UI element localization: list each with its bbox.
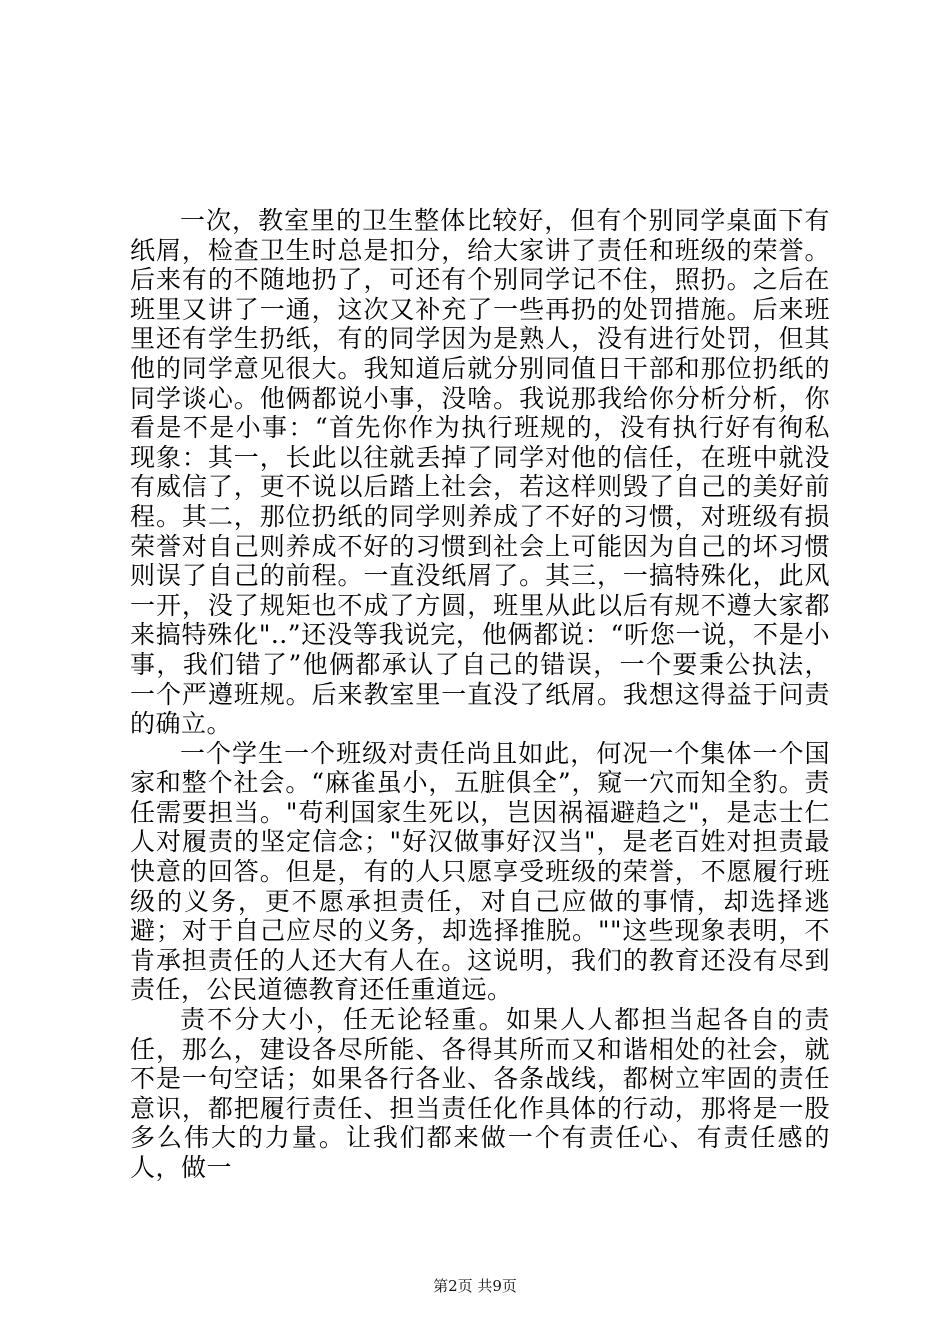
page-footer: 第2页 共9页 [433, 1277, 517, 1295]
document-body [130, 206, 830, 1183]
paragraph-2: 一个学生一个班级对责任尚且如此，何况一个集体一个国家和整个社会。“麻雀虽小，五脏俱全”，窥一穴而知全豹。责任需要担当。"苟利国家生死以，岂因祸福避趋之"，是志士仁人对履责的坚定信念；"好汉做事好汉当"，是老百姓对担责最快意的回答。但是，有的人只愿享受班级的荣誉，不愿履行班级的义务，更不愿承担责任，对自己应做的事情，却选择逃避；对于自己应尽的义务，却选择推脱。""这些现象表明，不肯承担责任的人还大有人在。这说明，我们的教育还没有尽到责任，公民道德教育还任重道远。 [130, 738, 830, 1005]
paragraph-3: 责不分大小，任无论轻重。如果人人都担当起各自的责任，那么，建设各尽所能、各得其所而又和谐相处的社会，就不是一句空话；如果各行各业、各条战线，都树立牢固的责任意识，都把履行责任、担当责任化作具体的行动，那将是一股多么伟大的力量。让我们都来做一个有责任心、有责任感的人，做一 [130, 1005, 830, 1182]
paragraph-1: 一次，教室里的卫生整体比较好，但有个别同学桌面下有纸屑，检查卫生时总是扣分，给大家讲了责任和班级的荣誉。后来有的不随地扔了，可还有个别同学记不住，照扔。之后在班里又讲了一通，这次又补充了一些再扔的处罚措施。后来班里还有学生扔纸，有的同学因为是熟人，没有进行处罚，但其他的同学意见很大。我知道后就分别同值日干部和那位扔纸的同学谈心。他俩都说小事，没啥。我说那我给你分析分析，你看是不是小事：“首先你作为执行班规的，没有执行好有徇私现象：其一，长此以往就丢掉了同学对他的信任，在班中就没有威信了，更不说以后踏上社会，若这样则毁了自己的美好前程。其二，那位扔纸的同学则养成了不好的习惯，对班级有损荣誉对自己则养成不好的习惯到社会上可能因为自己的坏习惯则误了自己的前程。一直没纸屑了。其三，一搞特殊化，此风一开，没了规矩也不成了方圆，班里从此以后有规不遵大家都来搞特殊化"..”还没等我说完，他俩都说：“听您一说，不是小事，我们错了”他俩都承认了自己的错误，一个要秉公执法，一个严遵班规。后来教室里一直没了纸屑。我想这得益于问责的确立。 [130, 206, 830, 739]
